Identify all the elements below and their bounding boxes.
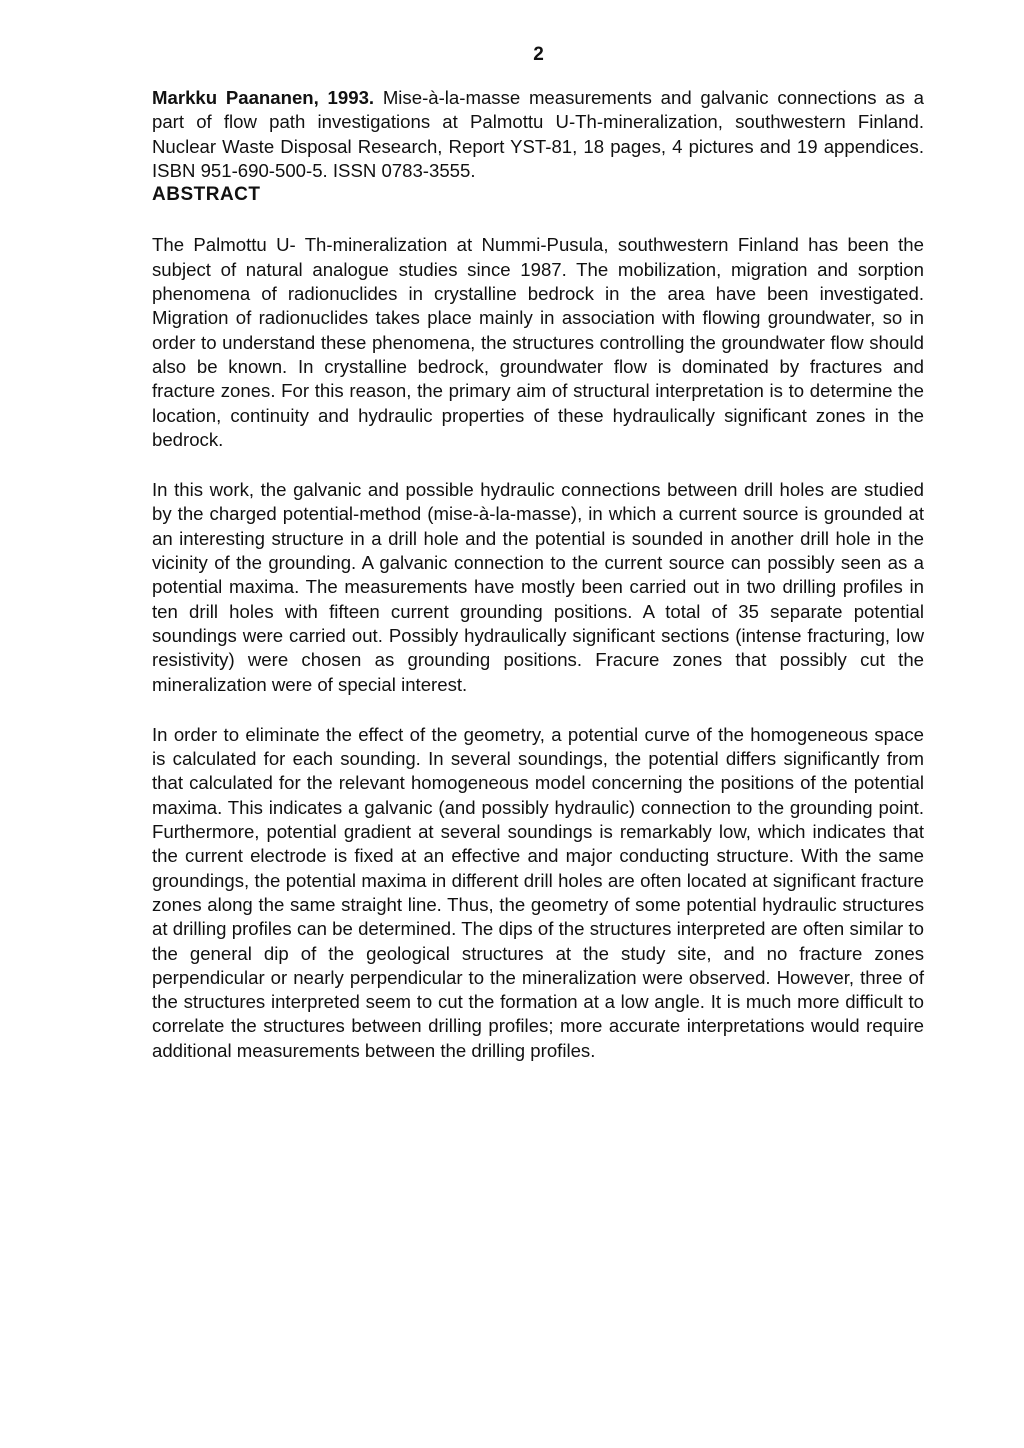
citation-text: Mise-à-la-masse measurements and galvanic connections as a part of flow path investigations at Palmottu U-Th-mineralization, southwestern Finland. Nuclear Waste Disposal Research, Report YST-81, 18 pages, 4 pictures and 19 appendices. ISBN 951-690-500-5. ISSN 0783-3555.	[152, 87, 924, 181]
abstract-paragraph-3: In order to eliminate the effect of the geometry, a potential curve of the homogeneous space is calculated for each sounding. In several soundings, the potential differs significantly from that calculated for the relevant homogeneous model concerning the positions of the potential maxima. This indicates a galvanic (and possibly hydraulic) connection to the grounding point. Furthermore, potential gradient at several soundings is remarkably low, which indicates that the current electrode is fixed at an effective and major conducting structure. With the same groundings, the potential maxima in different drill holes are often located at significant fracture zones along the same straight line. Thus, the geometry of some potential hydraulic structures at drilling profiles can be determined. The dips of the structures interpreted are often similar to the general dip of the geological structures at the study site, and no fracture zones perpendicular or nearly perpendicular to the mineralization were observed. However, three of the structures interpreted seem to cut the formation at a low angle. It is much more difficult to correlate the structures between drilling profiles; more accurate interpretations would require additional measurements between the drilling profiles.	[152, 723, 924, 1061]
abstract-paragraph-1: The Palmottu U- Th-mineralization at Nummi-Pusula, southwestern Finland has been the subject of natural analogue studies since 1987. The mobilization, migration and sorption phenomena of radionuclides in crystalline bedrock in the area have been investigated. Migration of radionuclides takes place mainly in association with flowing groundwater, so in order to understand these phenomena, the structures controlling the groundwater flow should also be known. In crystalline bedrock, groundwater flow is dominated by fractures and fracture zones. For this reason, the primary aim of structural interpretation is to determine the location, continuity and hydraulic properties of these hydraulically significant zones in the bedrock.	[152, 234, 924, 450]
citation	[152, 86, 924, 183]
abstract-paragraph-2: In this work, the galvanic and possible hydraulic connections between drill holes are studied by the charged potential-method (mise-à-la-masse), in which a current source is grounded at an interesting structure in a drill hole and the potential is sounded in another drill hole in the vicinity of the grounding. A galvanic connection to the current source can possibly seen as a potential maxima. The measurements have mostly been carried out in two drilling profiles in ten drill holes with fifteen current grounding positions. A total of 35 separate potential soundings were carried out. Possibly hydraulically significant sections (intense fracturing, low resistivity) were chosen as grounding positions. Fracure zones that possibly cut the mineralization were of special interest.	[152, 479, 924, 695]
citation-author-year: Markku Paananen, 1993.	[152, 87, 375, 108]
page-number: 2	[533, 44, 544, 65]
page-content	[152, 86, 924, 1063]
abstract-heading: ABSTRACT	[152, 184, 261, 206]
